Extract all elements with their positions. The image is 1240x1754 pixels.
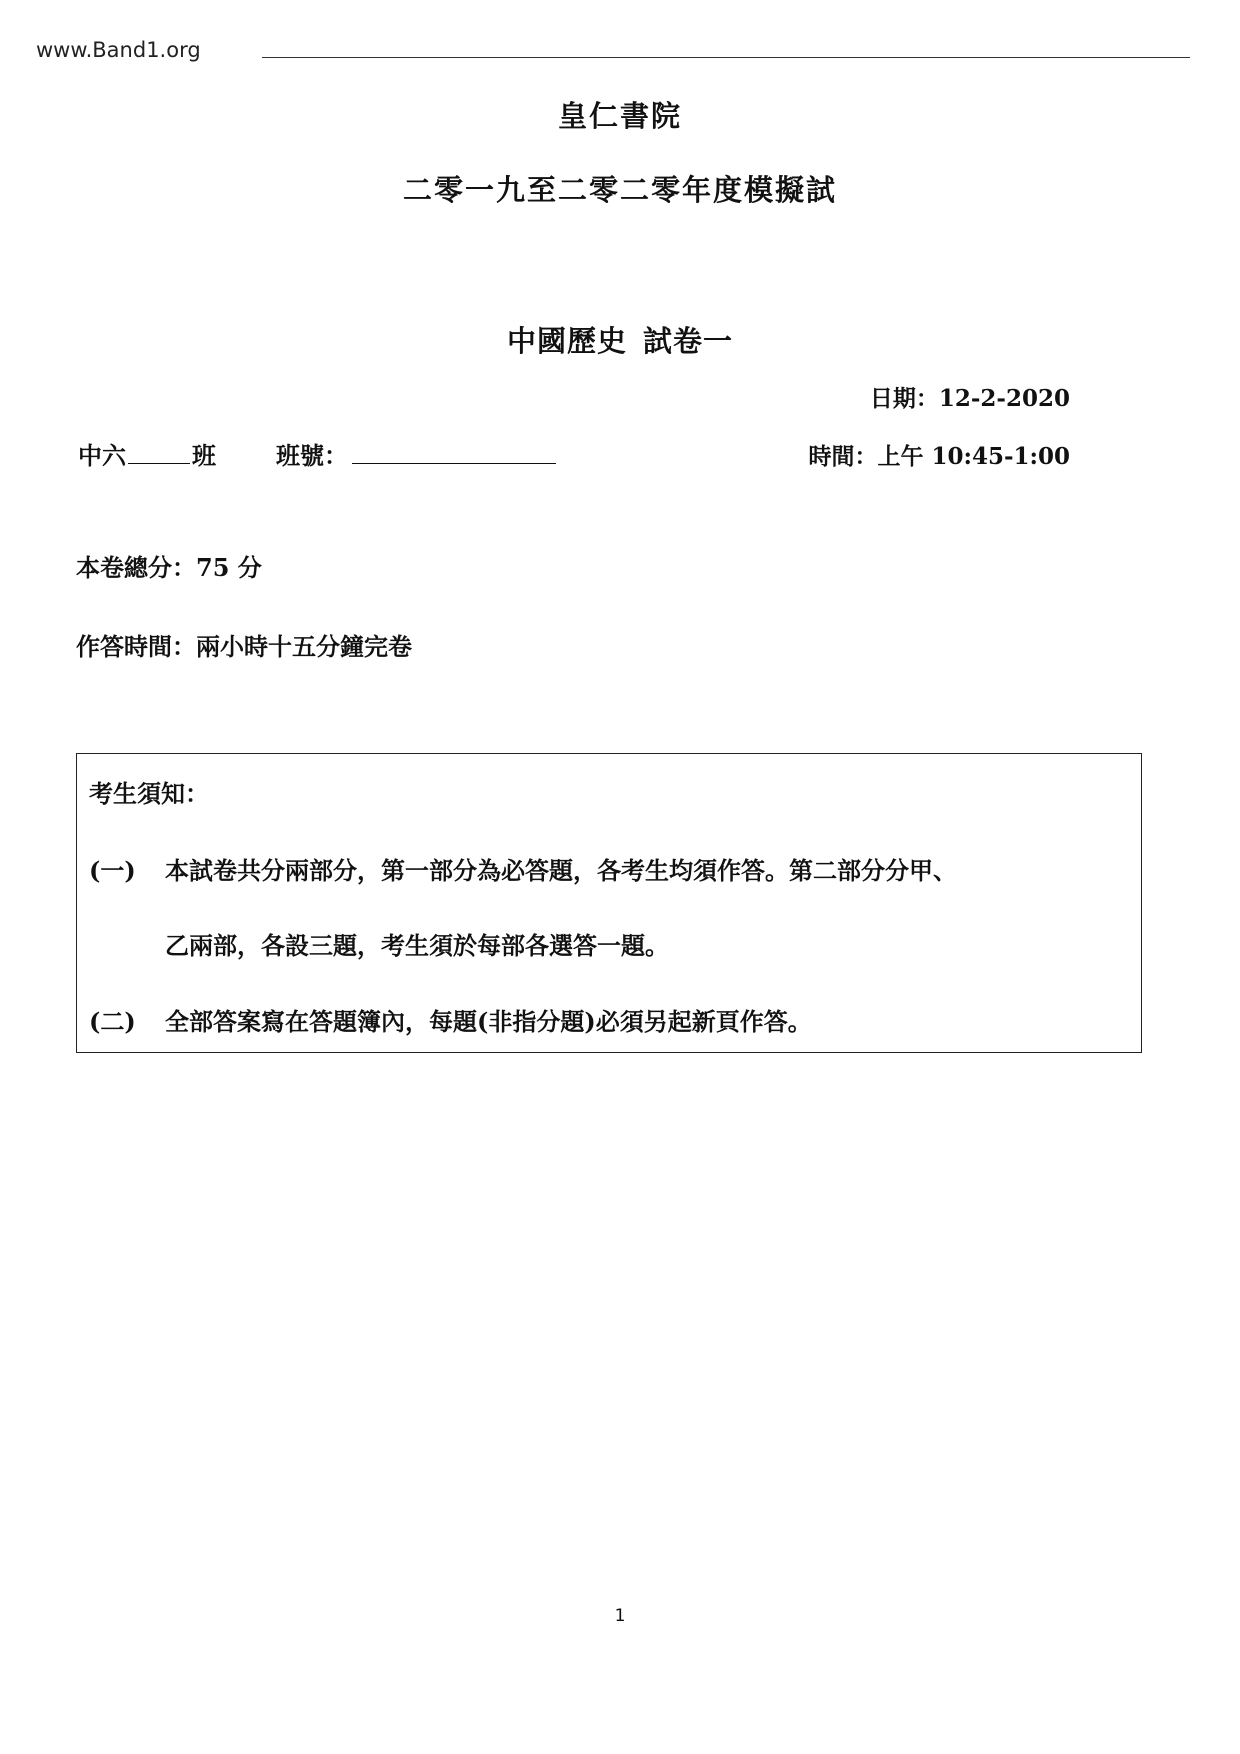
exam-duration: 作答時間：兩小時十五分鐘完卷 [76, 632, 412, 661]
notice-item-2-number: (二) [89, 1007, 136, 1036]
class-number-blank[interactable] [352, 441, 556, 464]
total-score: 本卷總分：75 分 [76, 553, 262, 582]
exam-title: 二零一九至二零二零年度模擬試 [402, 173, 837, 207]
notice-item-2-text: 全部答案寫在答題簿內，每題(非指分題)必須另起新頁作答。 [165, 1007, 812, 1036]
class-number-label: 班號： [276, 441, 348, 470]
subject-title [0, 319, 1240, 360]
class-suffix: 班 [192, 441, 216, 470]
notice-item-1 [89, 851, 957, 886]
exam-date: 日期：12-2-2020 [869, 385, 1070, 412]
notice-title: 考生須知： [89, 779, 209, 808]
notice-box [76, 753, 1142, 1053]
class-prefix: 中六 [78, 441, 126, 470]
notice-item-1-text: 本試卷共分兩部分，第一部分為必答題，各考生均須作答。第二部分分甲、 [165, 856, 957, 885]
page-number: 1 [614, 1606, 626, 1626]
class-info [78, 436, 556, 471]
header-site-url: www.Band1.org [36, 38, 201, 62]
paper-name: 試卷一 [643, 324, 734, 358]
school-name: 皇仁書院 [557, 99, 682, 133]
class-blank[interactable] [128, 441, 190, 464]
exam-time: 時間：上午 10:45-1:00 [808, 443, 1070, 470]
subject-name: 中國歷史 [506, 324, 627, 358]
notice-item-2 [89, 1002, 812, 1037]
notice-item-1-number: (一) [89, 856, 136, 885]
header-rule [262, 57, 1190, 58]
notice-item-1-continued: 乙兩部，各設三題，考生須於每部各選答一題。 [165, 931, 669, 960]
